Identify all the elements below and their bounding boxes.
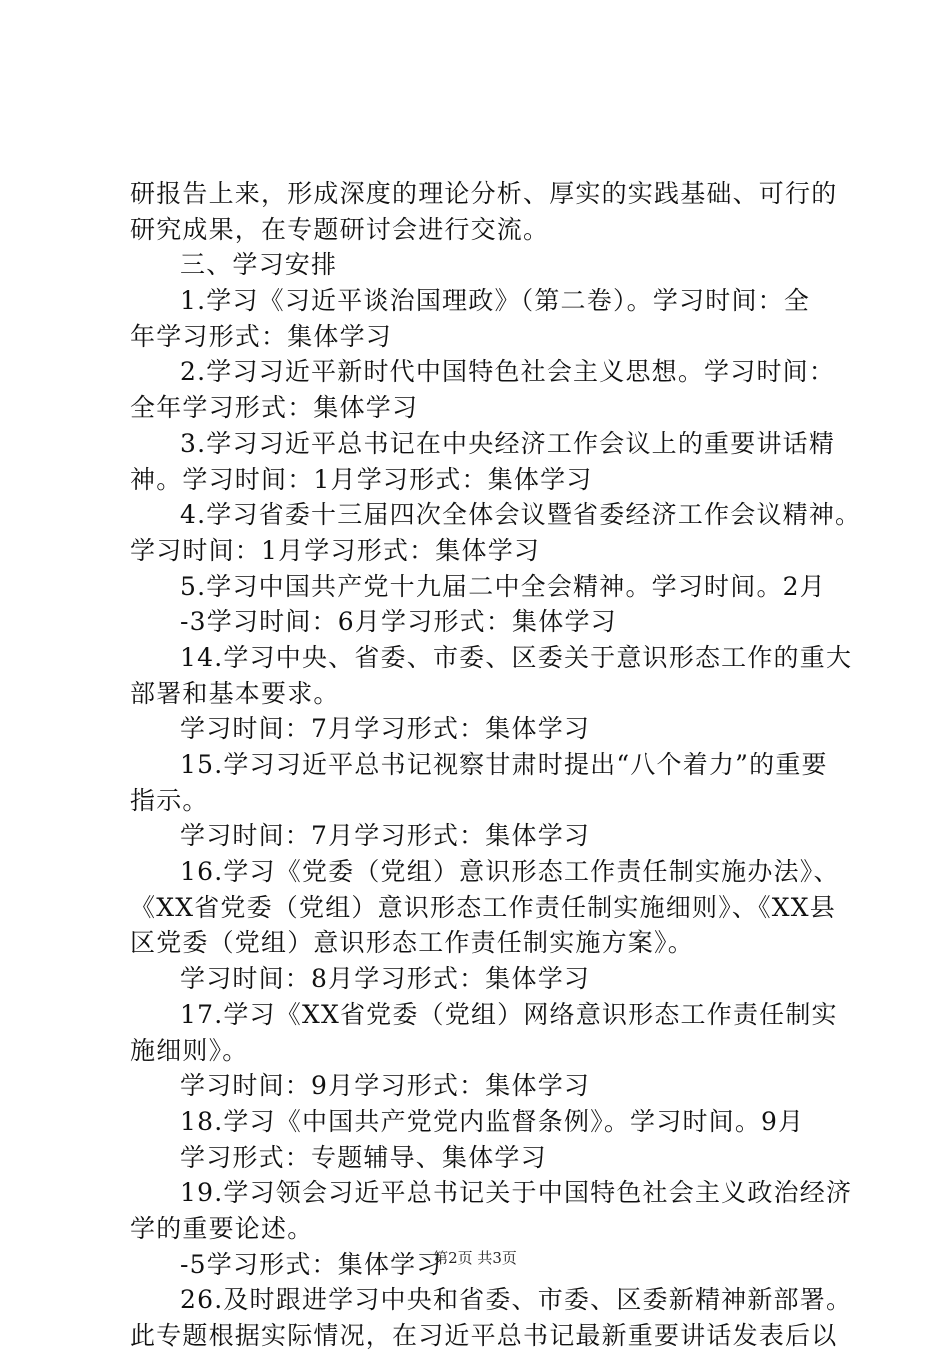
- text-line: 2.学习习近平新时代中国特色社会主义思想。学习时间：: [180, 357, 836, 387]
- text-line: 学习时间：7月学习形式：集体学习: [180, 714, 591, 744]
- text-line: 15.学习习近平总书记视察甘肃时提出“八个着力”的重要: [180, 750, 828, 779]
- text-line: 全年学习形式：集体学习: [130, 393, 419, 423]
- text-line: 26.及时跟进学习中央和省委、市委、区委新精神新部署。: [180, 1285, 853, 1315]
- text-line: 学习时间：7月学习形式：集体学习: [180, 821, 591, 851]
- text-line: 部署和基本要求。: [130, 678, 340, 708]
- text-line: 19.学习领会习近平总书记关于中国特色社会主义政治经济: [180, 1178, 853, 1208]
- text-line: 学习时间：9月学习形式：集体学习: [180, 1071, 591, 1101]
- text-line: 学的重要论述。: [130, 1213, 314, 1243]
- text-line: 5.学习中国共产党十九届二中全会精神。学习时间。2月: [180, 571, 826, 601]
- text-line: -5学习形式：集体学习: [180, 1249, 443, 1279]
- text-line: 学习时间：1月学习形式：集体学习: [130, 535, 541, 565]
- text-line: 研报告上来，形成深度的理论分析、厚实的实践基础、可行的: [130, 179, 838, 208]
- text-line: 此专题根据实际情况，在习近平总书记最新重要讲话发表后以: [130, 1321, 838, 1350]
- text-line: 区党委（党组）意识形态工作责任制实施方案》。: [130, 928, 694, 958]
- text-line: 学习时间：8月学习形式：集体学习: [180, 964, 591, 994]
- text-line: 研究成果，在专题研讨会进行交流。: [130, 214, 550, 244]
- text-line: 4.学习省委十三届四次全体会议暨省委经济工作会议精神。: [180, 500, 862, 530]
- text-line: 神。学习时间：1月学习形式：集体学习: [130, 464, 593, 494]
- text-line: 年学习形式：集体学习: [130, 321, 393, 351]
- page-number-footer: 第2页 共3页: [433, 1249, 517, 1267]
- text-line: -3学习时间：6月学习形式：集体学习: [180, 607, 617, 637]
- text-line: 《XX省党委（党组）意识形态工作责任制实施细则》、《XX县: [130, 892, 836, 922]
- text-line: 指示。: [130, 785, 209, 815]
- text-line: 1.学习《习近平谈治国理政》（第二卷）。学习时间：全: [180, 286, 811, 316]
- document-body: [130, 176, 862, 1354]
- text-line: 施细则》。: [130, 1035, 249, 1065]
- text-line: 3.学习习近平总书记在中央经济工作会议上的重要讲话精: [180, 428, 836, 458]
- text-line: 16.学习《党委（党组）意识形态工作责任制实施办法》、: [180, 857, 840, 887]
- text-line: 学习形式：专题辅导、集体学习: [180, 1142, 547, 1172]
- text-line: 18.学习《中国共产党党内监督条例》。学习时间。9月: [180, 1106, 805, 1136]
- text-line: 14.学习中央、省委、市委、区委关于意识形态工作的重大: [180, 642, 853, 672]
- text-line: 17.学习《XX省党委（党组）网络意识形态工作责任制实: [180, 999, 838, 1029]
- text-line: 三、学习安排: [180, 250, 338, 280]
